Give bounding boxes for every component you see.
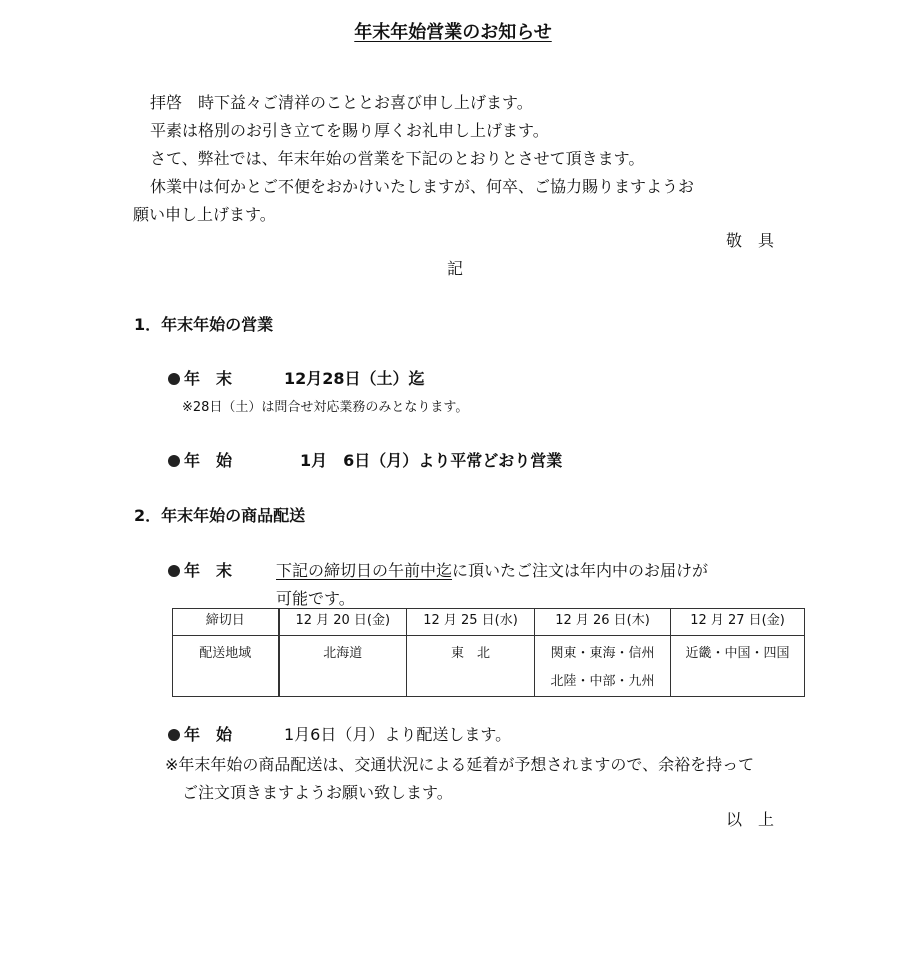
- section2-new-year-label: 年 始: [184, 725, 233, 744]
- bullet-icon: [168, 565, 180, 577]
- delivery-note-line-1: ※年末年始の商品配送は、交通状況による延着が予想されますので、余裕を持って: [165, 755, 755, 774]
- document-title: 年末年始営業のお知らせ: [354, 22, 552, 43]
- section2-year-end-text-line2: 可能です。: [276, 589, 355, 608]
- cutoff-table: [172, 608, 805, 697]
- cutoff-date: 12 月 20 日(金): [279, 609, 407, 636]
- delivery-region-cell: [279, 636, 407, 697]
- cutoff-header-label: 締切日: [173, 609, 279, 636]
- region-text: 東 北: [450, 646, 490, 661]
- section1-heading: 1．年末年始の営業: [134, 315, 274, 334]
- section1-year-end-row: [168, 366, 232, 389]
- delivery-note-line-2: ご注文頂きますようお願い致します。: [182, 783, 453, 802]
- greeting-line-5: 願い申し上げます。: [133, 205, 276, 224]
- section1-year-end-note: ※28日（土）は問合せ対応業務のみとなります。: [182, 400, 469, 415]
- section2-year-end-row: [168, 558, 232, 581]
- section1-new-year-label: 年 始: [184, 451, 233, 470]
- greeting-line-2: 平素は格別のお引き立てを賜り厚くお礼申し上げます。: [150, 121, 549, 140]
- section2-new-year-row: [168, 722, 232, 745]
- delivery-region-cell: [407, 636, 535, 697]
- ki-marker: 記: [447, 259, 464, 278]
- greeting-line-1: 拝啓 時下益々ご清祥のこととお喜び申し上げます。: [150, 93, 533, 112]
- delivery-region-cell: [671, 636, 805, 697]
- greeting-line-4: 休業中は何かとご不便をおかけいたしますが、何卒、ご協力賜りますようお: [150, 177, 695, 196]
- section2-new-year-value: 1月6日（月）より配送します。: [284, 725, 512, 744]
- section1-new-year-row: [168, 448, 232, 471]
- section1-year-end-label: 年 末: [184, 369, 233, 388]
- delivery-region-row: [173, 636, 805, 697]
- region-text: 北陸・中部・九州: [550, 674, 655, 689]
- bullet-icon: [168, 455, 180, 467]
- section2-heading: 2．年末年始の商品配送: [134, 506, 306, 525]
- section1-new-year-value: 1月 6日（月）より平常どおり営業: [300, 451, 563, 470]
- cutoff-date: 12 月 25 日(水): [407, 609, 535, 636]
- closing-keigu: 敬 具: [726, 231, 775, 250]
- cutoff-header-row: [173, 609, 805, 636]
- bullet-icon: [168, 729, 180, 741]
- greeting-line-3: さて、弊社では、年末年始の営業を下記のとおりとさせて頂きます。: [150, 149, 645, 168]
- bullet-icon: [168, 373, 180, 385]
- section2-year-end-text: [276, 558, 708, 581]
- cutoff-rest-text: に頂いたご注文は年内中のお届けが: [452, 561, 709, 580]
- cutoff-date: 12 月 26 日(木): [535, 609, 671, 636]
- region-text: 近畿・中国・四国: [685, 646, 790, 661]
- region-text: 北海道: [323, 646, 363, 661]
- closing-ijo: 以 上: [726, 810, 775, 829]
- cutoff-date: 12 月 27 日(金): [671, 609, 805, 636]
- section2-year-end-label: 年 末: [184, 561, 233, 580]
- cutoff-underlined-text: 下記の締切日の午前中迄: [276, 561, 453, 580]
- region-text: 関東・東海・信州: [550, 646, 655, 661]
- section1-year-end-value: 12月28日（土）迄: [284, 369, 425, 388]
- delivery-region-cell: [535, 636, 671, 697]
- delivery-region-label: 配送地域: [173, 636, 279, 697]
